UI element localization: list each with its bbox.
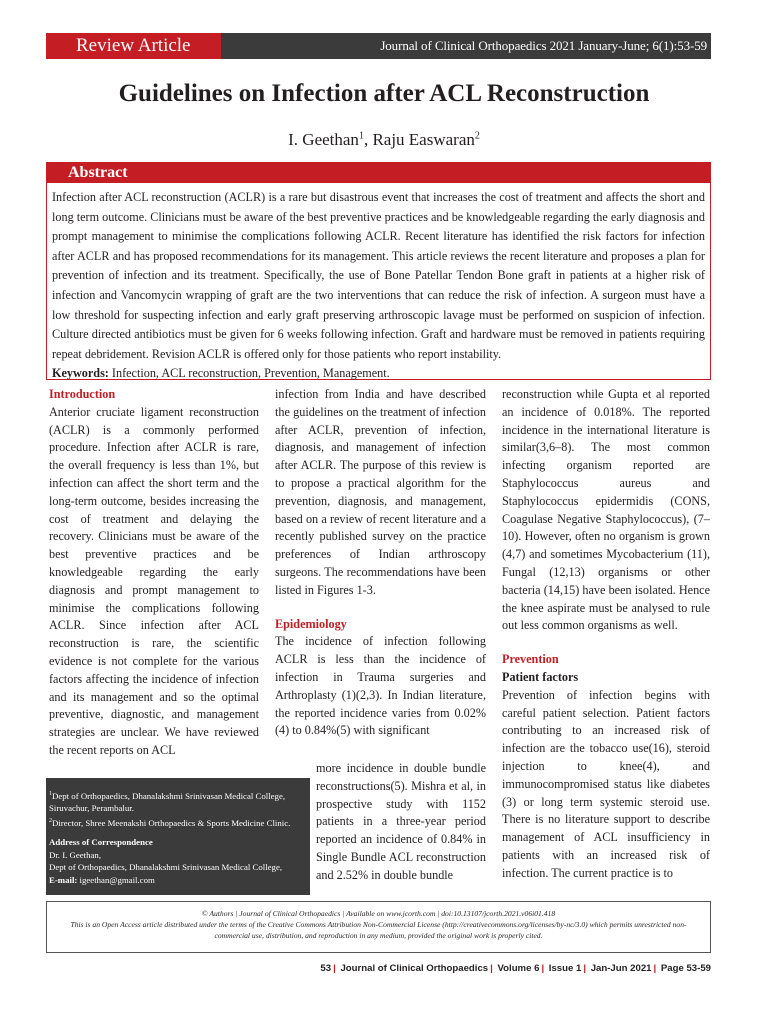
correspondence-address: Dept of Orthopaedics, Dhanalakshmi Srinivasan Medical College,: [49, 862, 283, 873]
epidemiology-text: The incidence of infection following ACLR is less than the incidence of infection in Trauma surgeries and Arthroplasty (1)(2,3). In Indian literature, the reported incidence varies from 0.02% (4) to 0.84%(5) with significant: [275, 634, 486, 738]
affiliation-1-number: 1: [49, 791, 52, 797]
article-type-tag: Review Article: [46, 33, 221, 59]
abstract-box: [46, 183, 711, 380]
column-2: [275, 386, 486, 740]
correspondence-heading: Address of Correspondence: [49, 837, 153, 848]
author-separator: ,: [363, 130, 373, 149]
email-label: E-mail:: [49, 874, 78, 885]
prevention-text: Prevention of infection begins with careful patient selection. Patient factors contributing to an increased risk of infection are the tobacco use(16), steroid injection to knee(4), and immunocompromised status like diabetes (3) or long term systemic steroid use. There is no literature support to describe management of ACL insufficiency in patients with an increased risk of infection. The current practice is to: [502, 687, 710, 880]
affiliation-1-text: Dept of Orthopaedics, Dhanalakshmi Srinivasan Medical College, Siruvachur, Perambalur.: [49, 790, 286, 814]
prevention-heading: Prevention: [502, 652, 559, 667]
column-3: [502, 386, 710, 883]
correspondence-name: Dr. I. Geethan,: [49, 849, 102, 860]
footer-volume: Volume 6: [497, 963, 540, 974]
introduction-heading: Introduction: [49, 387, 116, 401]
affiliation-1: [49, 788, 306, 815]
author-2-affil: 2: [474, 130, 480, 142]
affiliation-2-text: Director, Shree Meenakshi Orthopaedics & Sports Medicine Clinic.: [52, 817, 291, 828]
email-address: igeethan@gmail.com: [77, 874, 155, 885]
author-list: [0, 130, 768, 150]
epidemiology-text-continued: more incidence in double bundle reconstructions(5). Mishra et al, in prospective study with 1152 patients in a three-year period reported an incidence of 0.84% in Single Bundle ACL reconstruction and 2.52% in double bundle: [316, 761, 486, 882]
header-bar: [46, 33, 711, 59]
footer-journal: Journal of Clinical Orthopaedics: [340, 963, 489, 974]
keywords-label: Keywords:: [52, 366, 109, 381]
footer-pages: Page 53-59: [660, 963, 711, 974]
journal-citation: Journal of Clinical Orthopaedics 2021 January-June; 6(1):53-59: [380, 38, 707, 53]
introduction-text: Anterior cruciate ligament reconstruction (ACLR) is a commonly performed procedure. Infection after ACLR is rare, the overall frequency is less than 1%, but infection can affect the short term and the long-term outcome, besides increasing the cost of treatment and delaying the recovery. Clinicians must be aware of the best preventive practices and be knowledgeable regarding the early diagnosis and prompt management to minimise the complications following ACLR. Since infection after ACL reconstruction is rare, the scientific evidence is not complete for the various factors affecting the incidence of infection and its management and so the optimal preventive, diagnostic, and management strategies are unclear. We have reviewed the recent reports on ACL: [49, 404, 259, 757]
correspondence-email: [49, 874, 306, 887]
page-number: 53: [320, 963, 332, 974]
affiliation-2: [49, 815, 306, 829]
keywords: [52, 364, 705, 382]
footer-date: Jan-Jun 2021: [590, 963, 652, 974]
column-3-text: reconstruction while Gupta et al reported an incidence of 0.018%. The reported incidence in the international literature is similar(3,6–8). The most common infecting organism reported are Staphylococcus aureus and Staphylococcus epidermidis (CONS, Coagulase Negative Staphylococcus), (7–10). However, often no organism is grown (4,7) and sometimes Mycobacterium (11), Fungal (12,13) organisms or other bacteria (14,15) have been isolated. Hence the knee aspirate must be analysed to rule out less common organisms as well.: [502, 387, 710, 633]
license-text: This is an Open Access article distributed under the terms of the Creative Commons Attribution Non-Commercial License (http://creativecommons.org/licenses/by-nc/3.0) which permits unrestricted non-commercial use, distribution, and reproduction in any medium, provided the original work is properly cited.: [70, 920, 687, 940]
abstract-heading: Abstract: [46, 162, 711, 183]
epidemiology-heading: Epidemiology: [275, 616, 347, 631]
column-1: [49, 386, 259, 760]
patient-factors-subheading: Patient factors: [502, 669, 579, 684]
license-box: [46, 901, 711, 953]
author-1: I. Geethan: [288, 130, 359, 149]
column-2-text: infection from India and have described the guidelines on the treatment of infection after ACLR, prevention of infection, diagnosis, and management of infection after ACLR. The purpose of this review is to propose a practical algorithm for the prevention, diagnosis, and management, based on a review of recent literature and a recently published survey on the practice preferences of Indian arthroscopy surgeons. The recommendations have been listed in Figures 1-3.: [275, 387, 486, 597]
author-1-affil: 1: [358, 130, 364, 142]
footer-issue: Issue 1: [548, 963, 582, 974]
author-2: Raju Easwaran: [372, 130, 475, 149]
article-title: Guidelines on Infection after ACL Reconstruction: [118, 80, 650, 107]
keywords-list: Infection, ACL reconstruction, Prevention, Management.: [108, 366, 390, 381]
affiliation-2-number: 2: [49, 817, 52, 824]
copyright-line: © Authors | Journal of Clinical Orthopaedics | Available on www.jcorth.com | doi:10.13107/jcorth.2021.v06i01.418: [201, 909, 556, 918]
page-footer: 53 | Journal of Clinical Orthopaedics | Volume 6 | Issue 1 | Jan-Jun 2021 | Page 53-59: [320, 963, 711, 974]
affiliation-box: [46, 778, 310, 895]
abstract-text: Infection after ACL reconstruction (ACLR) is a rare but disastrous event that increases the cost of treatment and affects the short and long term outcome. Clinicians must be aware of the best preventive practices and be knowledgeable regarding the early diagnosis and prompt management to minimise the complications following ACLR. Recent literature has identified the risk factors for infection after ACLR and has proposed recommendations for its management. This article reviews the recent literature and proposes a plan for prevention of infection and its treatment. Specifically, the use of Bone Patellar Tendon Bone graft in patients at a higher risk of infection and Vancomycin wrapping of graft are the two interventions that can reduce the risk of infection. A surgeon must have a low threshold for suspecting infection and early graft preserving arthroscopic lavage must be performed on suspicion of infection. Culture directed antibiotics must be given for 6 weeks following infection. Graft and hardware must be removed in patients requiring repeat debridement. Revision ACLR is offered only for those patients who report instability.: [52, 190, 705, 361]
